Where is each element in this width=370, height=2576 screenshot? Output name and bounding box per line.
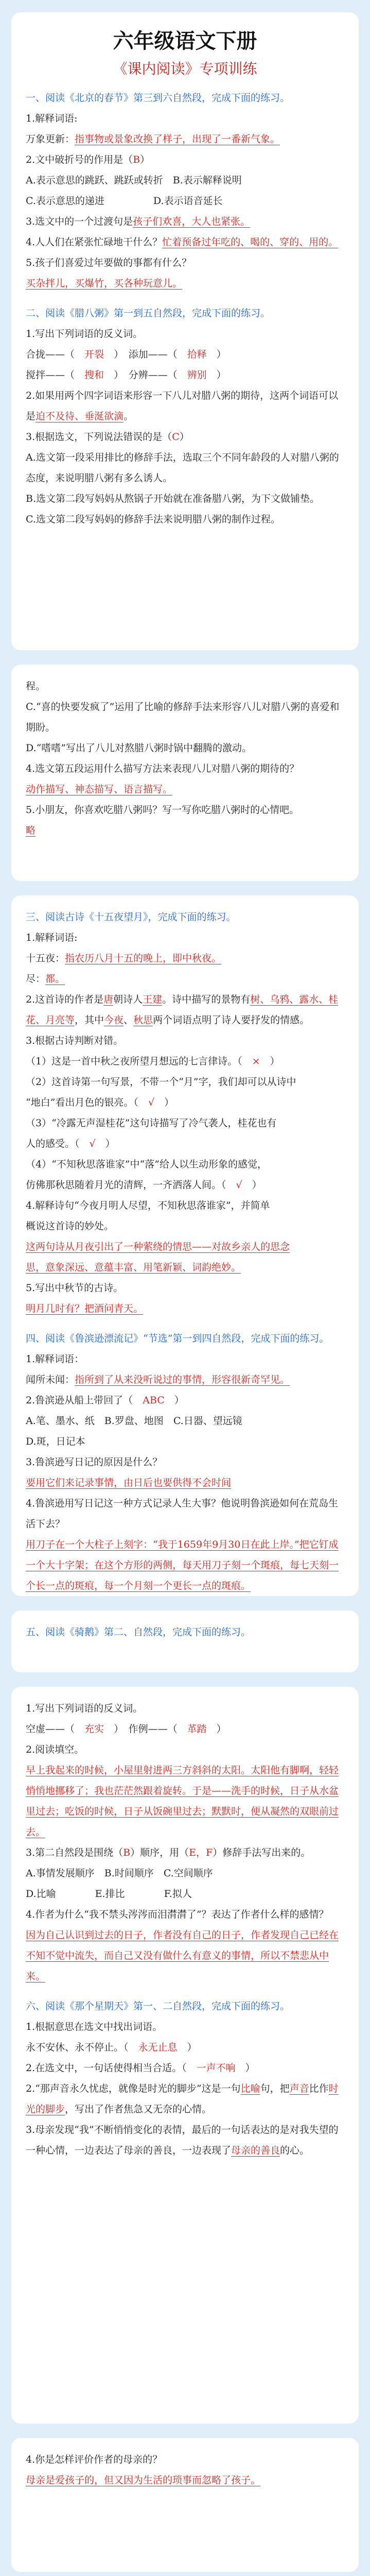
question: 1.写出下列词语的反义词。	[26, 1703, 143, 1714]
question-text: ）	[140, 154, 150, 165]
question: 1.根据意思在选文中找出词语。	[26, 2021, 163, 2032]
option: D.“嗜嗜”写出了八儿对熬腊八粥时锅中翻腾的激动。	[26, 742, 252, 754]
answer: 辨别	[187, 369, 207, 381]
section-heading-3: 三、阅读古诗《十五夜望月》，完成下面的练习。	[26, 911, 236, 923]
section-heading-2: 二、阅读《腊八粥》第一到五自然段，完成下面的练习。	[26, 308, 271, 319]
option: E.排比	[95, 1888, 125, 1900]
antonym-row	[26, 365, 344, 385]
judge-item: （3）“冷露无声湿桂花”这句诗描写了冷气袭人，桂花也有	[26, 1117, 277, 1129]
answer: 买杂拌儿，买爆竹，买各种玩意儿。	[26, 278, 183, 289]
answer: 用刀子在一个大柱子上刻字：“我于1659年9月30日在此上岸。”把它钉成一个大十字架；在这个方形的两侧，每天用刀子刻一个斑痕，每七天刻一个长一点的斑痕，每一个月刻一个更长一点的斑痕。	[26, 1539, 339, 1591]
pair-text: 合拢——（	[26, 349, 75, 360]
exercise-card-2	[11, 665, 359, 881]
question-text: ，其中	[75, 1014, 104, 1026]
question	[26, 211, 344, 232]
answer: B	[123, 1847, 131, 1858]
question: 4.你是怎样评价作者的母亲的？	[26, 2454, 163, 2465]
option: B.选文第二段写妈妈从熬锅子开始就在准备腊八粥，为下文做铺垫。	[26, 493, 320, 504]
answer: 声音	[289, 2083, 309, 2094]
option: B.罗盘、地图	[104, 1415, 164, 1427]
question	[26, 2078, 344, 2120]
question-text: ）顺序，用（	[130, 1847, 189, 1858]
answer: 开裂	[84, 349, 104, 360]
question-text: 4.人人们在紧张忙碌地干什么？	[26, 236, 163, 248]
question	[26, 1390, 344, 1411]
question-text: 句，把	[260, 2083, 290, 2094]
option: C.日器、望远镜	[173, 1415, 242, 1427]
answer: 母亲的善良	[231, 2145, 280, 2156]
option: C.表示意思的递进	[26, 195, 104, 207]
question-text: 的心。	[280, 2145, 310, 2156]
option: B.时间顺序	[104, 1868, 154, 1879]
answer: 王建	[143, 994, 163, 1005]
answer: 指农历八月十五的晚上，即中秋夜。	[65, 953, 222, 964]
question-text: 2.文中破折号的作用是（	[26, 154, 133, 165]
exercise-card-6	[11, 2438, 359, 2572]
options	[26, 1411, 344, 1431]
question-text: ）	[174, 1395, 184, 1406]
judge-item: 人的感受。（ √ ）	[26, 1138, 115, 1149]
question: 4.作者为什么“我不禁头涔涔而泪潸潸了”？表达了作者什么样的感情？	[26, 1909, 329, 1920]
antonym-row	[26, 344, 344, 365]
pair-text: 添加——（	[128, 349, 178, 360]
question: 4.鲁滨逊用写日记这一种方式记录人生大事？他说明鲁滨逊如何在荒岛生活下去？	[26, 1498, 339, 1530]
subtitle-tail: 专项训练	[199, 60, 257, 77]
option: 程。	[26, 681, 46, 692]
question: 1.写出下列词语的反义词。	[26, 328, 143, 340]
question-text: 2.鲁滨逊从船上带回了（	[26, 1395, 133, 1406]
exercise-card-4	[11, 1611, 359, 1672]
judge-item: （1）这是一首中秋之夜所望月想远的七言律诗。（ × ）	[26, 1056, 280, 1067]
pair-text: ）	[114, 369, 119, 381]
question: 1.解释词语：	[26, 1353, 84, 1365]
page-title: 六年级语文下册	[113, 29, 257, 53]
question	[26, 989, 344, 1030]
answer: 母亲是爱孩子的，但又因为生活的琐事而忽略了孩子。	[26, 2475, 261, 2486]
question-text: ，写出了作者焦急又无奈的心情。	[65, 2104, 212, 2115]
question: 概说这首诗的妙处。	[26, 1221, 114, 1232]
answer: ABC	[143, 1395, 165, 1406]
judge-item: 仿佛那秋思随着月光的清辉，一齐洒落人间。（ √ ）	[26, 1179, 262, 1191]
term: 十五夜：	[26, 953, 65, 964]
question-text: 2.如果用两个四字词语来形容一下八儿对腊八粥的期待，这两个词语可以是	[26, 390, 339, 422]
answer: 忙着预备过年吃的、喝的、穿的、用的。	[162, 236, 339, 248]
question: 5.孩子们喜爱过年要做的事都有什么？	[26, 257, 192, 268]
section-heading-6: 六、阅读《那个星期天》第一、二自然段，完成下面的练习。	[26, 2001, 290, 2012]
judge-text: 仿佛那秋思随着月光的清辉，一齐洒落人间。（	[26, 1179, 226, 1191]
question: 1.解释词语:	[26, 113, 78, 124]
exercise-card-5	[11, 1687, 359, 2424]
section-heading-1: 一、阅读《北京的春节》第三到六自然段，完成下面的练习。	[26, 92, 290, 104]
question: 3.鲁滨逊写日记的原因是什么？	[26, 1456, 163, 1468]
answer: 孩子们欢喜，大人也紧张。	[133, 216, 251, 227]
question: 3.根据古诗判断对错。	[26, 1035, 124, 1046]
question: 2.阅读填空。	[26, 1744, 84, 1755]
option: C.空间顺序	[163, 1868, 213, 1879]
subtitle-bracket: 《课内阅读》	[113, 60, 200, 77]
term: 尽：	[26, 973, 46, 985]
question: 4.解释诗句“今夜月明人尽望，不知秋思落谁家”，并简单	[26, 1200, 270, 1211]
option: A.笔、墨水、纸	[26, 1415, 95, 1427]
question-text: 2.“那声音永久忧虑，就像是时光的脚步”这是一句	[26, 2083, 241, 2094]
pair-text: 分辨——（	[128, 369, 178, 381]
answer: 充实	[84, 1723, 104, 1735]
options	[26, 1863, 344, 1884]
question-text: 两个词语点明了诗人要抒发的情感。	[153, 1014, 310, 1026]
question-text: 。诗中描写的景物有	[162, 994, 251, 1005]
answer: ×	[252, 1056, 260, 1067]
judge-text: “地白”看出月色的银亮。（	[26, 1097, 138, 1108]
options	[26, 1884, 344, 1904]
question-text: 2.这首诗的作者是	[26, 994, 104, 1005]
answer: 思，意象深远、意蕴丰富、用笔新颖、词韵绝妙。	[26, 1262, 241, 1273]
question	[26, 2120, 344, 2161]
question-text: ）修辞手法写出来的。	[213, 1847, 311, 1858]
answer: 搜和	[84, 369, 104, 381]
answer: 树、乌鸦、露水、桂花、月亮等	[26, 994, 339, 1026]
answer: √	[148, 1097, 155, 1108]
answer: E，F	[189, 1847, 213, 1858]
option: C.选文第二段写妈妈的修辞手法来说明腊八粥的制作过程。	[26, 514, 280, 525]
question-text: 。	[124, 411, 134, 422]
question-text: 3.根据选文，下列说法错误的是（	[26, 431, 172, 443]
option: F.拟人	[164, 1888, 192, 1900]
question: 永不安休、永不停止。（ 永无止息 ）	[26, 2042, 197, 2053]
page-subtitle	[26, 58, 344, 80]
answer: 唐	[103, 994, 114, 1005]
answer-line	[26, 948, 344, 969]
pair-text: 搅拌——（	[26, 369, 75, 381]
question: 1.解释词语:	[26, 932, 78, 943]
question-text: ）	[179, 431, 189, 443]
options	[26, 191, 344, 211]
question: 5.小朋友，你喜欢吃腊八粥吗？写一写你吃腊八粥时的心情吧。	[26, 804, 299, 816]
question: 2.在选文中，一句话使得相当合适。（ 一声不响 ）	[26, 2062, 255, 2074]
antonym-row	[26, 1719, 344, 1739]
answer: C	[172, 431, 180, 443]
answer: B	[133, 154, 140, 165]
answer: √	[89, 1138, 96, 1149]
answer: 都。	[45, 973, 65, 985]
option: A.事情发展顺序	[26, 1868, 95, 1879]
answer: 要用它们来记录事情，由日后也要供得不会时间	[26, 1477, 232, 1488]
pair-text: ）	[114, 349, 119, 360]
answer: 时光的脚步	[26, 2083, 339, 2115]
answer: 明月几时有？把酒问青天。	[26, 1303, 144, 1314]
question	[26, 1842, 344, 1863]
option: B.表示解释说明	[172, 175, 242, 186]
question-text: 永不安休、永不停止。（	[26, 2042, 129, 2053]
exercise-card-3	[11, 895, 359, 1596]
answer: √	[236, 1179, 242, 1191]
question-text: 比作	[309, 2083, 329, 2094]
answer: 略	[26, 825, 36, 836]
answer: 一声不响	[196, 2062, 236, 2074]
question-text: 3.母亲发现“我”不断悄悄变化的表情，最后的一句话表达的是对我失望的一种心情，一边表达了母亲的善良，一边表现了	[26, 2124, 339, 2156]
pair-text: 作例——（	[128, 1723, 178, 1735]
option: D.斑，日记本	[26, 1436, 85, 1447]
answer: 比喻	[240, 2083, 260, 2094]
term: 闻所未闻：	[26, 1374, 75, 1385]
question-text: 3.选文中的一个过渡句是	[26, 216, 133, 227]
question	[26, 149, 344, 170]
answer: 指事物或景象改换了样子，出现了一番新气象。	[75, 133, 280, 145]
answer-line	[26, 129, 344, 149]
judge-text: （1）这是一首中秋之夜所望月想远的七言律诗。（	[26, 1056, 242, 1067]
answer: 这两句诗从月夜引出了一种萦绕的情思——对故乡亲人的思念	[26, 1241, 290, 1252]
pair-text: ）	[216, 349, 226, 360]
answer: 因为自己认识到过去的日子，作者没有自己的日子，作者发现自己已经在不知不觉中流失，而自己又没有做什么有意义的事情，所以不禁悲从中来。	[26, 1929, 339, 1982]
question-text: 朝诗人	[113, 994, 143, 1005]
question	[26, 232, 344, 252]
options	[26, 170, 344, 191]
question	[26, 385, 344, 427]
exercise-card-1	[11, 12, 359, 650]
answer: 永无止息	[138, 2042, 178, 2053]
question-text: 、	[124, 1014, 134, 1026]
question-text: 3.第二自然段是围绕（	[26, 1847, 124, 1858]
option: D.表示语音延长	[153, 195, 223, 207]
term: 万象更新：	[26, 133, 75, 145]
option: D.比喻	[26, 1888, 56, 1900]
section-heading-5: 五、阅读《骑鹅》第二、自然段，完成下面的练习。	[26, 1626, 251, 1638]
answer: 拾释	[187, 349, 207, 360]
judge-item: “地白”看出月色的银亮。（ √ ）	[26, 1097, 174, 1108]
pair-text: ）	[216, 369, 226, 381]
option: A.表示意思的跳跃、跳跃或转折	[26, 175, 163, 186]
option: A.选文第一段采用排比的修辞手法，选取三个不同年龄段的人对腊八粥的态度，来说明腊八粥有多么诱人。	[26, 452, 339, 484]
answer: 革踏	[187, 1723, 207, 1735]
pair-text: ）	[216, 1723, 226, 1735]
answer-line	[26, 1369, 344, 1390]
answer-line	[26, 969, 344, 989]
question: 5.写出中秋节的古诗。	[26, 1282, 124, 1294]
question: 4.选文第五段运用什么描写方法来表现八儿对腊八粥的期待的？	[26, 763, 299, 774]
pair-text: 空虚——（	[26, 1723, 75, 1735]
answer: 动作描写、神态描写、语言描写。	[26, 784, 173, 795]
section-heading-4: 四、阅读《鲁滨逊漂流记》“节选”第一到四自然段，完成下面的练习。	[26, 1333, 329, 1344]
answer: 今夜	[104, 1014, 124, 1026]
question	[26, 427, 344, 447]
answer: 秋思	[133, 1014, 153, 1026]
judge-item: （2）这首诗第一句写景，不带一个“月”字，我们却可以从诗中	[26, 1076, 296, 1088]
question-text: 2.在选文中，一句话使得相当合适。（	[26, 2062, 187, 2074]
judge-item: （4）“不知秋思落谁家”中“落”给人以生动形象的感觉，	[26, 1159, 267, 1170]
answer: 迫不及待、垂涎欲滴	[36, 411, 124, 422]
answer: 指所到了从来没听说过的事情，形容很新奇罕见。	[75, 1374, 290, 1385]
pair-text: ）	[114, 1723, 119, 1735]
passage: 早上我起来的时候，小屋里射进两三方斜斜的太阳。太阳他有脚啊，轻轻悄悄地挪移了；我也茫茫然跟着旋转。于是——洗手的时候，日子从水盆里过去；吃饭的时候，日子从饭碗里过去；默默时，便从凝然的双眼前过去。	[26, 1765, 339, 1838]
judge-text: 人的感受。（	[26, 1138, 80, 1149]
option: C.“喜的快要发疯了”运用了比喻的修辞手法来形容八儿对腊八粥的喜爱和期盼。	[26, 701, 340, 733]
